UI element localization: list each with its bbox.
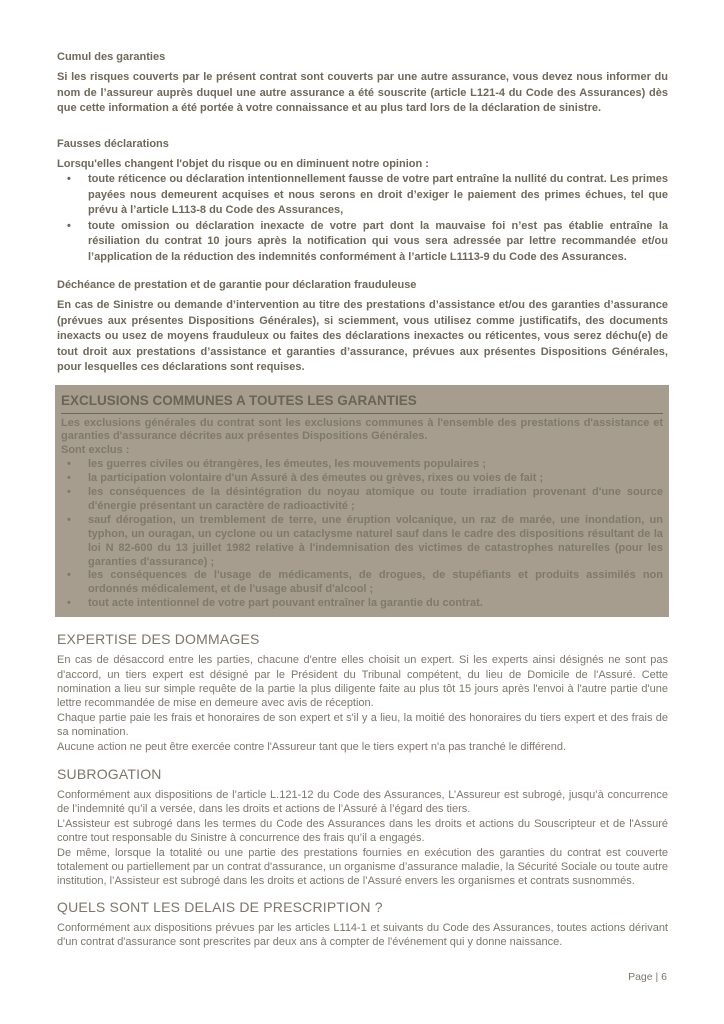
paragraph: Conformément aux dispositions prévues par les articles L114-1 et suivants du Code des Assurances, toutes actions dérivant d'un contrat d'assurance sont prescrites par deux ans à compter de l'événement qui y donne naissance.: [57, 921, 668, 949]
bullet-list: [57, 172, 668, 265]
section-heading: EXPERTISE DES DOMMAGES: [57, 631, 260, 648]
paragraph: En cas de désaccord entre les parties, chacune d'entre elles choisit un expert. Si les experts ainsi désignés ne sont pas d'accord, un tiers expert est désigné par le Président du Tribunal compétent, du lieu de Domicile de l'Assuré. Cette nomination a lieu sur simple requête de la partie la plus diligente faite au plus tôt 15 jours après l'envoi à l'autre partie d'une lettre recommandée de mise en demeure avec avis de réception.: [57, 654, 668, 710]
bullet-item: • la participation volontaire d'un Assuré à des émeutes ou grèves, rixes ou voies de fait ;: [61, 472, 663, 486]
paragraph: Aucune action ne peut être exercée contre l'Assureur tant que le tiers expert n'a pas tranché le différend.: [57, 740, 567, 753]
paragraph: Les exclusions générales du contrat sont les exclusions communes à l'ensemble des prestations d'assistance et garanties d'assurance décrites aux présentes Dispositions Générales.: [61, 416, 663, 443]
section-heading: Fausses déclarations: [57, 137, 169, 150]
section-decheance: [57, 279, 668, 376]
bullet-item: • les guerres civiles ou étrangères, les émeutes, les mouvements populaires ;: [61, 458, 663, 472]
bullet-item: • tout acte intentionnel de votre part pouvant entraîner la garantie du contrat.: [61, 597, 663, 611]
paragraph: En cas de Sinistre ou demande d’intervention au titre des prestations d’assistance et/ou des garanties d’assurance (prévues aux présentes Dispositions Générales), si sciemment, vous utilisez comme justificatifs, des documents inexacts ou usez de moyens frauduleux ou faites des déclarations inexactes ou réticentes, vous serez déchu(e) de tout droit aux prestations d’assistance et garanties d’assurance, prévues aux présentes Dispositions Générales, pour lesquelles ces déclarations sont requises.: [57, 299, 668, 373]
paragraph: De même, lorsque la totalité ou une partie des prestations fournies en exécution des garanties du contrat est couverte totalement ou partiellement par un contrat d'assurance, un organisme d’assurance maladie, la Sécurité Sociale ou toute autre institution, l’Assisteur est subrogé dans les droits et actions de l’Assuré envers les organismes et contrats susnommés.: [57, 846, 668, 888]
section-delais-de-prescription: [57, 899, 668, 950]
section-subrogation: [57, 766, 668, 889]
section-heading: Cumul des garanties: [57, 51, 166, 63]
page-number: Page | 6: [628, 971, 667, 983]
section-cumul-des-garanties: [57, 51, 668, 117]
exclusions-highlight-box: [55, 385, 669, 618]
section-expertise-des-dommages: [57, 631, 668, 754]
paragraph: Si les risques couverts par le présent contrat sont couverts par une autre assurance, vous devez nous informer du nom de l’assureur auprès duquel une autre assurance a été souscrite (article L121-4 du Code des Assurances) dès que cette information a été portée à votre connaissance et au plus tard lors de la déclaration de sinistre.: [57, 71, 668, 114]
paragraph: Chaque partie paie les frais et honoraires de son expert et s'il y a lieu, la moitié des honoraires du tiers expert et des frais de sa nomination.: [57, 711, 668, 739]
bullet-item: • les conséquences de la désintégration du noyau atomique ou toute irradiation provenant d'une source d'énergie présentant un caractère de radioactivité ;: [61, 486, 663, 514]
exclusions-title: EXCLUSIONS COMMUNES A TOUTES LES GARANTIES: [61, 390, 663, 414]
bullet-list: [61, 458, 663, 611]
exclusions-body: [61, 417, 663, 612]
bullet-item: • toute réticence ou déclaration intentionnellement fausse de votre part entraîne la nullité du contrat. Les primes payées nous demeurent acquises et nous serons en droit d’exiger le paiement des primes échues, tel que prévu à l’article L113-8 du Code des Assurances,: [57, 172, 668, 219]
paragraph: L’Assisteur est subrogé dans les termes du Code des Assurances dans les droits et actions du Souscripteur et de l'Assuré contre tout responsable du Sinistre à concurrence des frais qu’il a engagés.: [57, 817, 668, 845]
paragraph: Lorsqu'elles changent l'objet du risque ou en diminuent notre opinion :: [57, 157, 429, 170]
paragraph: Sont exclus :: [61, 444, 130, 457]
paragraph: Conformément aux dispositions de l’article L.121-12 du Code des Assurances, L’Assureur est subrogé, jusqu’à concurrence de l’indemnité qu’il a versée, dans les droits et actions de l’Assuré à l’égard des tiers.: [57, 789, 668, 816]
section-heading: Déchéance de prestation et de garantie pour déclaration frauduleuse: [57, 279, 417, 291]
section-heading: SUBROGATION: [57, 766, 162, 783]
section-heading: QUELS SONT LES DELAIS DE PRESCRIPTION ?: [57, 898, 383, 915]
bullet-item: • les conséquences de l'usage de médicaments, de drogues, de stupéfiants et produits assimilés non ordonnés médicalement, et de l'usage abusif d'alcool ;: [61, 569, 663, 597]
bullet-item: • toute omission ou déclaration inexacte de votre part dont la mauvaise foi n’est pas établie entraîne la résiliation du contrat 10 jours après la notification qui vous sera adressée par lettre recommandée et/ou l’application de la réduction des indemnités conformément à l’article L1113-9 du Code des Assurances.: [57, 219, 668, 266]
bullet-item: • sauf dérogation, un tremblement de terre, une éruption volcanique, un raz de marée, une inondation, un typhon, un ouragan, un cyclone ou un cataclysme naturel sauf dans le cadre des dispositions résultant de la loi N 82-600 du 13 juillet 1982 relative à l'indemnisation des victimes de catastrophes naturelles (pour les garanties d'assurance) ;: [61, 514, 663, 570]
section-fausses-declarations: [57, 138, 668, 266]
